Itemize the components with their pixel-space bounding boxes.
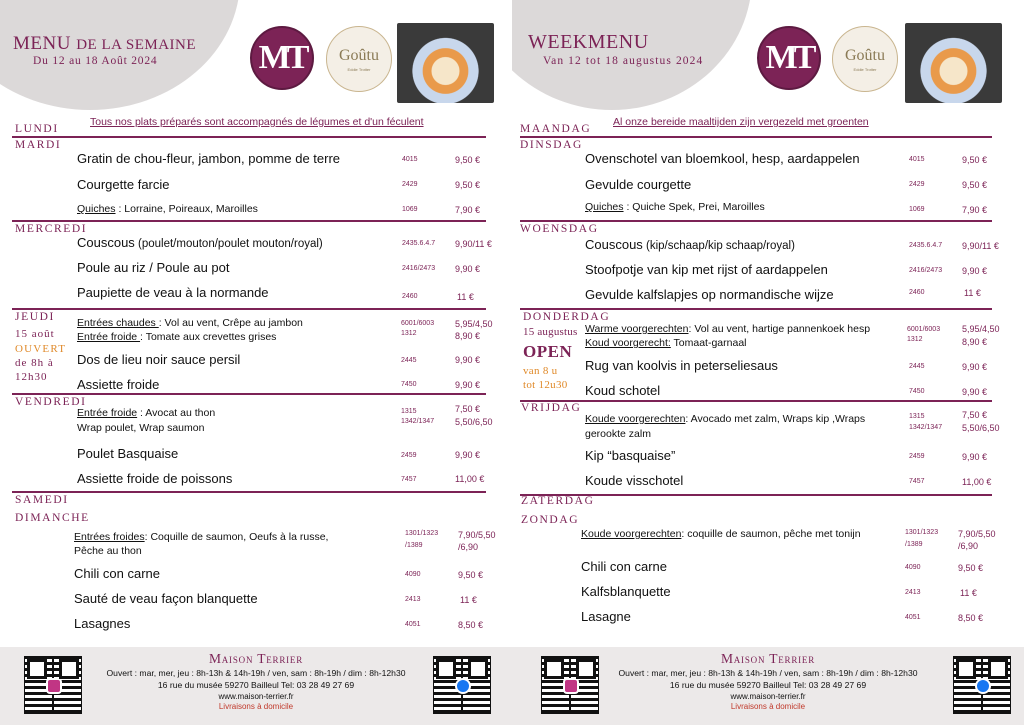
dish-code: 4051 bbox=[905, 614, 921, 621]
footer-hours: Ouvert : mar, mer, jeu : 8h-13h & 14h-19h / ven, sam : 8h-19h / dim : 8h-12h30 bbox=[618, 668, 918, 678]
dish-code: 2459 bbox=[401, 452, 417, 459]
goutu-name: Goûtu bbox=[845, 46, 885, 64]
menu-note: Al onze bereide maaltijden zijn vergezeld met groenten bbox=[613, 116, 869, 128]
menu-title: WEEKMENU bbox=[528, 31, 649, 53]
goutu-name: Goûtu bbox=[339, 46, 379, 64]
menu-title-sub: DE LA SEMAINE bbox=[76, 37, 197, 53]
dish-koolvis: Rug van koolvis in peterseliesaus bbox=[585, 358, 778, 373]
dish-code: 1312 bbox=[907, 336, 923, 343]
dish-price: 7,50 € bbox=[455, 404, 481, 414]
day-woensdag: WOENSDAG bbox=[520, 223, 599, 235]
dish-quiches bbox=[77, 202, 258, 216]
dish-text: : Vol au vent, Crêpe au jambon bbox=[158, 317, 303, 329]
menu-dates: Du 12 au 18 Août 2024 bbox=[33, 55, 158, 67]
day-lundi: LUNDI bbox=[15, 123, 59, 135]
footer-website-link[interactable]: www.maison-terrier.fr bbox=[730, 692, 806, 701]
dish-lieu-noir: Dos de lieu noir sauce persil bbox=[77, 352, 241, 367]
dish-code: 2435.6.4.7 bbox=[402, 240, 436, 247]
dish-code: 6001/6003 bbox=[907, 326, 941, 333]
dish-price: 8,90 € bbox=[455, 331, 481, 341]
day-jeudi-open: OUVERT bbox=[15, 343, 67, 355]
day-donderdag-hours: van 8 u bbox=[523, 365, 558, 377]
dish-text: Couscous bbox=[585, 237, 643, 252]
dish-price: 9,90/11 € bbox=[455, 239, 492, 249]
dish-lasagne: Lasagne bbox=[581, 609, 631, 624]
dish-price: 11 € bbox=[960, 588, 977, 598]
dish-sub: (kip/schaap/kip schaap/royal) bbox=[642, 240, 795, 252]
dish-code: 2429 bbox=[909, 181, 925, 188]
day-zaterdag: ZATERDAG bbox=[521, 495, 595, 507]
dish-chili: Chili con carne bbox=[581, 559, 667, 574]
dish-kalfsblanquette: Kalfsblanquette bbox=[581, 584, 671, 599]
mt-logo: MT bbox=[757, 26, 821, 90]
dish-text: Couscous bbox=[77, 235, 135, 250]
dish-code: 1342/1347 bbox=[909, 424, 943, 431]
dish-code: 1315 bbox=[401, 408, 417, 415]
dish-quiches bbox=[585, 200, 765, 214]
dish-code: /1389 bbox=[405, 542, 423, 549]
menu-note: Tous nos plats préparés sont accompagnés de légumes et d'un féculent bbox=[90, 116, 424, 128]
divider bbox=[520, 220, 992, 222]
dish-code: 7457 bbox=[909, 478, 925, 485]
dish-kalfslapjes: Gevulde kalfslapjes op normandische wijze bbox=[585, 287, 834, 302]
menu-dates: Van 12 tot 18 augustus 2024 bbox=[543, 55, 704, 67]
day-jeudi-date: 15 août bbox=[15, 328, 55, 340]
dish-price: 9,50 € bbox=[962, 155, 988, 165]
dish-price: 5,95/4,50 bbox=[962, 324, 1000, 334]
dish-label: Entrée froide bbox=[77, 407, 138, 419]
dish-price: 9,90 € bbox=[962, 452, 988, 462]
dish-price: 11 € bbox=[457, 292, 474, 302]
dish-text: : Coquille de saumon, Oeufs à la russe, bbox=[144, 531, 329, 543]
dish-label: Koude voorgerechten bbox=[585, 413, 686, 425]
dish-code: 6001/6003 bbox=[401, 320, 435, 327]
dish-koude-voorgerechten-zondag bbox=[581, 527, 861, 541]
divider bbox=[12, 136, 486, 138]
footer-website-link[interactable]: www.maison-terrier.fr bbox=[218, 692, 294, 701]
dish-label: Koude voorgerechten bbox=[581, 528, 682, 540]
dish-price: /6,90 bbox=[958, 541, 979, 551]
divider bbox=[520, 400, 992, 402]
dish-code: /1389 bbox=[905, 541, 923, 548]
footer-delivery: Livraisons à domicile bbox=[218, 702, 294, 711]
goutu-logo bbox=[832, 26, 898, 92]
day-mercredi: MERCREDI bbox=[15, 223, 88, 235]
day-dimanche: DIMANCHE bbox=[15, 512, 90, 524]
day-maandag: MAANDAG bbox=[520, 123, 592, 135]
dish-price: 8,90 € bbox=[962, 337, 988, 347]
dish-price: 9,90 € bbox=[455, 380, 481, 390]
day-jeudi-hours: 12h30 bbox=[15, 371, 48, 383]
goutu-sub: Eddie Trotter bbox=[347, 66, 371, 72]
dish-price: 5,50/6,50 bbox=[455, 417, 493, 427]
dish-courgette: Courgette farcie bbox=[77, 177, 170, 192]
day-donderdag: DONDERDAG bbox=[523, 311, 611, 323]
dish-price: 9,90 € bbox=[455, 450, 481, 460]
dish-code: 1312 bbox=[401, 330, 417, 337]
dish-code: 7450 bbox=[909, 388, 925, 395]
dish-kip-basquaise: Kip “basquaise” bbox=[585, 448, 676, 463]
day-mardi: MARDI bbox=[15, 139, 62, 151]
dish-code: 2429 bbox=[402, 181, 418, 188]
dish-price: 9,50 € bbox=[458, 570, 484, 580]
facebook-qr-code[interactable] bbox=[953, 656, 1011, 714]
dish-price: 5,50/6,50 bbox=[962, 423, 1000, 433]
dish-label: Entrées froides bbox=[74, 531, 145, 543]
dish-koud-schotel: Koud schotel bbox=[585, 383, 661, 398]
dish-entree-froide bbox=[77, 330, 276, 344]
dish-code: 1069 bbox=[402, 206, 418, 213]
dish-price: 11 € bbox=[460, 595, 477, 605]
dish-text: : Tomate aux crevettes grises bbox=[140, 331, 277, 343]
day-zondag: ZONDAG bbox=[521, 514, 580, 526]
dish-ovenschotel: Ovenschotel van bloemkool, hesp, aardappelen bbox=[585, 151, 860, 166]
dish-label: Entrées chaudes bbox=[77, 317, 159, 329]
dish-poulet-basquaise: Poulet Basquaise bbox=[77, 446, 179, 461]
dish-price: 9,90 € bbox=[455, 355, 481, 365]
dish-stoofpotje: Stoofpotje van kip met rijst of aardappelen bbox=[585, 262, 828, 277]
dish-code: 7450 bbox=[401, 381, 417, 388]
dish-code: 1069 bbox=[909, 206, 925, 213]
dish-code: 4051 bbox=[405, 621, 421, 628]
dish-code: 4015 bbox=[402, 156, 418, 163]
day-jeudi-hours: de 8h à bbox=[15, 357, 54, 369]
dish-entrees-chaudes bbox=[77, 316, 303, 330]
day-vrijdag: VRIJDAG bbox=[521, 402, 582, 414]
goutu-sub: Eddie Trotter bbox=[853, 66, 877, 72]
dish-koude-voorgerechten-cont: gerookte zalm bbox=[585, 428, 651, 440]
dish-price: 11,00 € bbox=[455, 474, 485, 484]
dish-lasagnes: Lasagnes bbox=[74, 616, 131, 631]
dish-code: 1301/1323 bbox=[405, 530, 439, 537]
dish-avocat bbox=[77, 406, 215, 420]
dish-label: Entrée froide bbox=[77, 331, 141, 343]
dish-text: : Avocado met zalm, Wraps kip ,Wraps bbox=[685, 413, 866, 425]
dish-price: 9,50 € bbox=[958, 563, 984, 573]
menu-title-main: MENU bbox=[13, 33, 71, 54]
footer bbox=[0, 647, 512, 725]
dish-price: 9,90/11 € bbox=[962, 241, 999, 251]
day-dinsdag: DINSDAG bbox=[520, 139, 583, 151]
dish-price: 9,50 € bbox=[455, 155, 481, 165]
dish-code: 1301/1323 bbox=[905, 529, 939, 536]
dish-price: 11,00 € bbox=[962, 477, 992, 487]
dish-code: 1342/1347 bbox=[401, 418, 435, 425]
dish-price: 7,90 € bbox=[962, 205, 988, 215]
divider bbox=[520, 136, 992, 138]
dish-text: : Lorraine, Poireaux, Maroilles bbox=[115, 203, 258, 215]
dish-price: 9,90 € bbox=[962, 387, 988, 397]
dish-wraps: Wrap poulet, Wrap saumon bbox=[77, 422, 205, 434]
dish-price: 7,90/5,50 bbox=[458, 530, 496, 540]
dish-code: 2416/2473 bbox=[402, 265, 436, 272]
dish-text: : coquille de saumon, pêche met tonijn bbox=[681, 528, 861, 540]
menu-nl-page bbox=[512, 0, 1024, 725]
dish-price: 8,50 € bbox=[458, 620, 484, 630]
day-donderdag-date: 15 augustus bbox=[523, 326, 578, 338]
dish-price: 11 € bbox=[964, 288, 981, 298]
day-samedi: SAMEDI bbox=[15, 494, 69, 506]
dish-price: 9,50 € bbox=[962, 180, 988, 190]
dish-koude-voorgerechten bbox=[585, 412, 865, 426]
dish-code: 7457 bbox=[401, 476, 417, 483]
dish-poule: Poule au riz / Poule au pot bbox=[77, 260, 230, 275]
dish-code: 2459 bbox=[909, 453, 925, 460]
dish-sub: (poulet/mouton/poulet mouton/royal) bbox=[134, 238, 323, 250]
divider bbox=[12, 308, 486, 310]
dish-code: 2435.6.4.7 bbox=[909, 242, 943, 249]
dish-price: 8,50 € bbox=[958, 613, 984, 623]
mt-logo: MT bbox=[250, 26, 314, 90]
divider bbox=[12, 393, 486, 395]
dish-text: : Quiche Spek, Prei, Maroilles bbox=[623, 201, 765, 213]
dish-saute-veau: Sauté de veau façon blanquette bbox=[74, 591, 258, 606]
divider bbox=[12, 491, 486, 493]
dish-couscous bbox=[77, 235, 323, 250]
divider bbox=[520, 308, 992, 310]
facebook-icon bbox=[455, 678, 471, 694]
dish-label: Warme voorgerechten bbox=[585, 323, 689, 335]
dish-code: 4090 bbox=[905, 564, 921, 571]
footer bbox=[512, 647, 1024, 725]
dish-assiette-froide: Assiette froide bbox=[77, 377, 160, 392]
dish-koude-visschotel: Koude visschotel bbox=[585, 473, 684, 488]
dish-code: 2460 bbox=[402, 293, 418, 300]
dish-price: 9,90 € bbox=[962, 362, 988, 372]
dish-code: 2416/2473 bbox=[909, 267, 943, 274]
footer-address: 16 rue du musée 59270 Bailleul Tel: 03 28 49 27 69 bbox=[157, 680, 355, 690]
dish-code: 1315 bbox=[909, 413, 925, 420]
facebook-icon bbox=[975, 678, 991, 694]
dish-entrees-froides-cont: Pêche au thon bbox=[74, 545, 142, 557]
dish-label: Koud voorgerecht: bbox=[585, 337, 671, 349]
dish-text: : Vol au vent, hartige pannenkoek hesp bbox=[688, 323, 871, 335]
dish-paupiette: Paupiette de veau à la normande bbox=[77, 285, 269, 300]
dish-label: Quiches bbox=[77, 203, 116, 215]
dish-entrees-froides bbox=[74, 530, 328, 544]
dish-assiette-poissons: Assiette froide de poissons bbox=[77, 471, 233, 486]
footer-brand: Maison Terrier bbox=[720, 651, 816, 666]
day-vendredi: VENDREDI bbox=[15, 396, 87, 408]
dish-price: 7,50 € bbox=[962, 410, 988, 420]
dish-code: 2460 bbox=[909, 289, 925, 296]
dish-price: 5,95/4,50 bbox=[455, 319, 493, 329]
food-photo bbox=[905, 23, 1002, 103]
menu-title bbox=[13, 33, 196, 55]
day-jeudi: JEUDI bbox=[15, 311, 55, 323]
food-photo bbox=[397, 23, 494, 103]
day-donderdag-open: OPEN bbox=[523, 342, 573, 361]
dish-price: 9,90 € bbox=[455, 264, 481, 274]
dish-code: 2445 bbox=[909, 363, 925, 370]
dish-price: 7,90/5,50 bbox=[958, 529, 996, 539]
dish-price: /6,90 bbox=[458, 542, 479, 552]
dish-label: Quiches bbox=[585, 201, 624, 213]
footer-address: 16 rue du musée 59270 Bailleul Tel: 03 28 49 27 69 bbox=[669, 680, 867, 690]
dish-code: 4090 bbox=[405, 571, 421, 578]
dish-code: 2445 bbox=[401, 357, 417, 364]
dish-warme-voorgerechten bbox=[585, 322, 870, 336]
dish-price: 9,50 € bbox=[455, 180, 481, 190]
footer-delivery: Livraisons à domicile bbox=[730, 702, 806, 711]
divider bbox=[12, 220, 486, 222]
dish-price: 7,90 € bbox=[455, 205, 481, 215]
footer-hours: Ouvert : mar, mer, jeu : 8h-13h & 14h-19h / ven, sam : 8h-19h / dim : 8h-12h30 bbox=[106, 668, 406, 678]
dish-text: : Avocat au thon bbox=[137, 407, 216, 419]
dish-couscous bbox=[585, 237, 795, 252]
dish-gratin: Gratin de chou-fleur, jambon, pomme de terre bbox=[77, 151, 341, 166]
dish-code: 2413 bbox=[905, 589, 921, 596]
facebook-qr-code[interactable] bbox=[433, 656, 491, 714]
dish-koud-voorgerecht bbox=[585, 336, 747, 350]
dish-chili: Chili con carne bbox=[74, 566, 160, 581]
dish-code: 2413 bbox=[405, 596, 421, 603]
dish-text: Tomaat-garnaal bbox=[670, 337, 747, 349]
footer-brand: Maison Terrier bbox=[208, 651, 304, 666]
day-donderdag-hours: tot 12u30 bbox=[523, 379, 568, 391]
goutu-logo bbox=[326, 26, 392, 92]
dish-code: 4015 bbox=[909, 156, 925, 163]
dish-courgette: Gevulde courgette bbox=[585, 177, 692, 192]
dish-price: 9,90 € bbox=[962, 266, 988, 276]
